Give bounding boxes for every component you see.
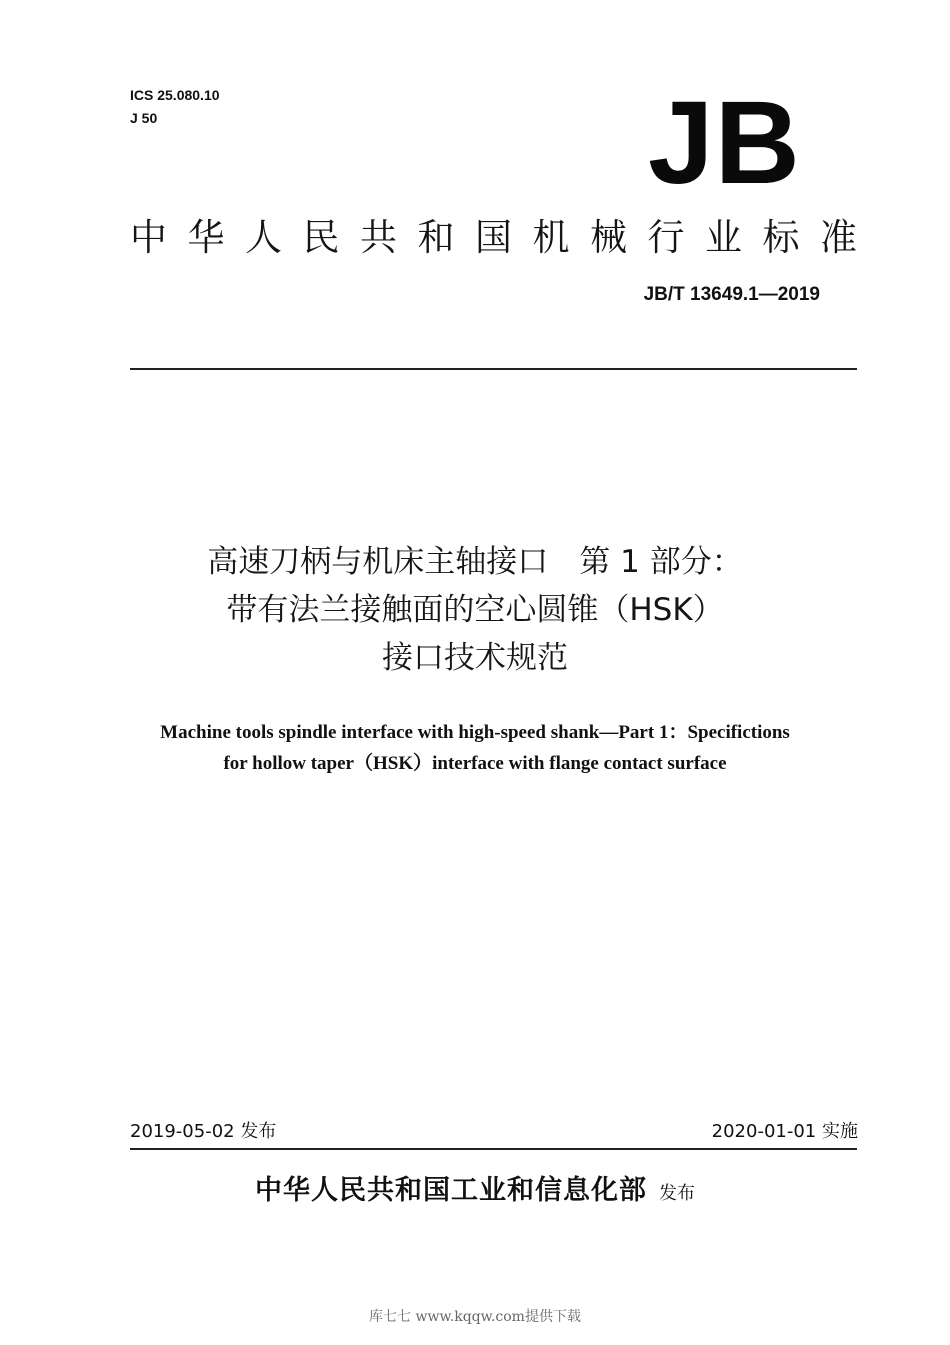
standard-number: JB/T 13649.1—2019: [643, 284, 820, 305]
jb-logo: JB: [648, 77, 801, 209]
implementation-date: 2020-01-01 实施: [711, 1121, 858, 1142]
english-title-line-1: Machine tools spindle interface with high-speed shank—Part 1：Specifictions: [160, 722, 790, 743]
english-title-line-2: for hollow taper（HSK）interface with flange contact surface: [223, 753, 727, 774]
industry-standard-title: 中华人民共和国机械行业标准: [130, 216, 878, 259]
download-footer: 库七七 www.kqqw.com提供下载: [369, 1309, 581, 1325]
publisher-name: 中华人民共和国工业和信息化部: [255, 1175, 647, 1206]
chinese-title-line-2: 带有法兰接触面的空心圆锥（HSK）: [226, 592, 724, 628]
chinese-title-line-1: 高速刀柄与机床主轴接口 第 1 部分：: [207, 544, 743, 580]
publisher-suffix: 发布: [659, 1183, 695, 1204]
top-divider: [130, 368, 857, 370]
classification-code: J 50: [130, 110, 158, 126]
bottom-divider: [130, 1148, 857, 1150]
english-title: [0, 717, 950, 779]
chinese-title-line-3: 接口技术规范: [382, 640, 568, 676]
chinese-title: [0, 538, 950, 682]
publisher: [0, 1174, 950, 1211]
issue-date: 2019-05-02 发布: [130, 1121, 277, 1142]
ics-code: ICS 25.080.10: [130, 87, 220, 103]
